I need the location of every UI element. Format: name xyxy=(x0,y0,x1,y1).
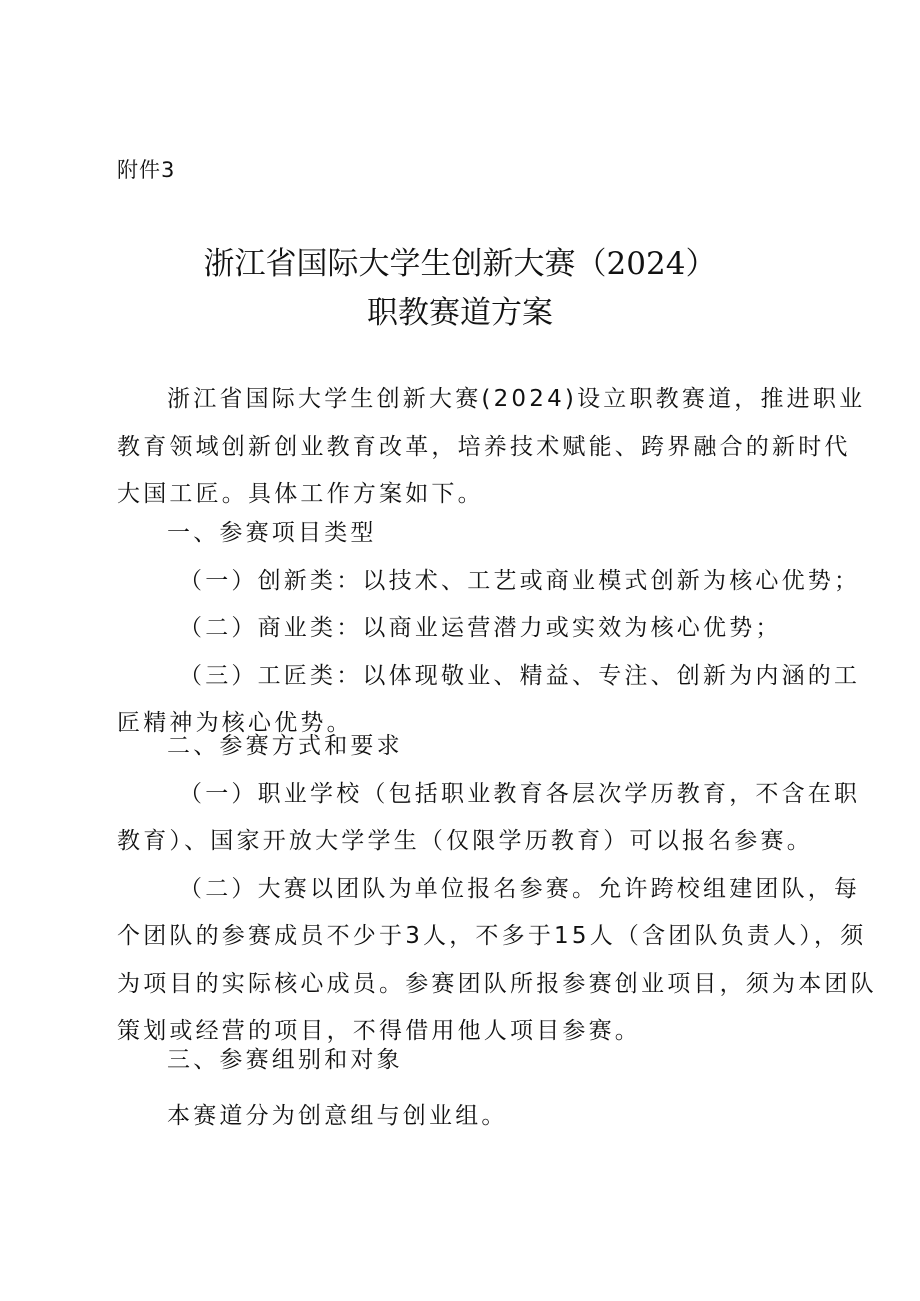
document-title-line1: 浙江省国际大学生创新大赛（2024） xyxy=(203,246,717,282)
text-line: 浙江省国际大学生创新大赛(2024)设立职教赛道，推进职业 xyxy=(167,386,866,412)
section-heading: 二、参赛方式和要求 xyxy=(167,733,403,759)
text-line: 本赛道分为创意组与创业组。 xyxy=(167,1103,508,1129)
section-heading: 一、参赛项目类型 xyxy=(167,520,377,546)
section-1 xyxy=(117,510,861,748)
text-line: 策划或经营的项目，不得借用他人项目参赛。 xyxy=(117,1018,641,1044)
document-title-line2: 职教赛道方案 xyxy=(367,295,553,331)
text-line: 为项目的实际核心成员。参赛团队所报参赛创业项目，须为本团队 xyxy=(117,970,877,997)
section-2 xyxy=(117,723,877,1056)
text-line: （二）大赛以团队为单位报名参赛。允许跨校组建团队，每 xyxy=(179,875,861,902)
text-line: （三）工匠类：以体现敬业、精益、专注、创新为内涵的工 xyxy=(179,662,861,689)
text-line: 教育）、国家开放大学学生（仅限学历教育）可以报名参赛。 xyxy=(117,828,813,854)
section-heading: 三、参赛组别和对象 xyxy=(167,1047,403,1073)
section-3-body xyxy=(117,1093,811,1141)
text-line: 大国工匠。具体工作方案如下。 xyxy=(117,481,484,507)
text-line: （一）创新类：以技术、工艺或商业模式创新为核心优势； xyxy=(179,567,861,594)
text-line: 个团队的参赛成员不少于3人，不多于15人（含团队负责人），须 xyxy=(117,923,867,949)
text-line: 教育领域创新创业教育改革，培养技术赋能、跨界融合的新时代 xyxy=(117,433,851,460)
attachment-label: 附件3 xyxy=(117,158,176,182)
intro-paragraph xyxy=(117,376,866,519)
text-line: （二）商业类：以商业运营潜力或实效为核心优势； xyxy=(179,615,782,641)
section-3 xyxy=(117,1037,811,1085)
text-line: （一）职业学校（包括职业教育各层次学历教育，不含在职 xyxy=(179,780,861,807)
text-line: 匠精神为核心优势。 xyxy=(117,710,353,736)
